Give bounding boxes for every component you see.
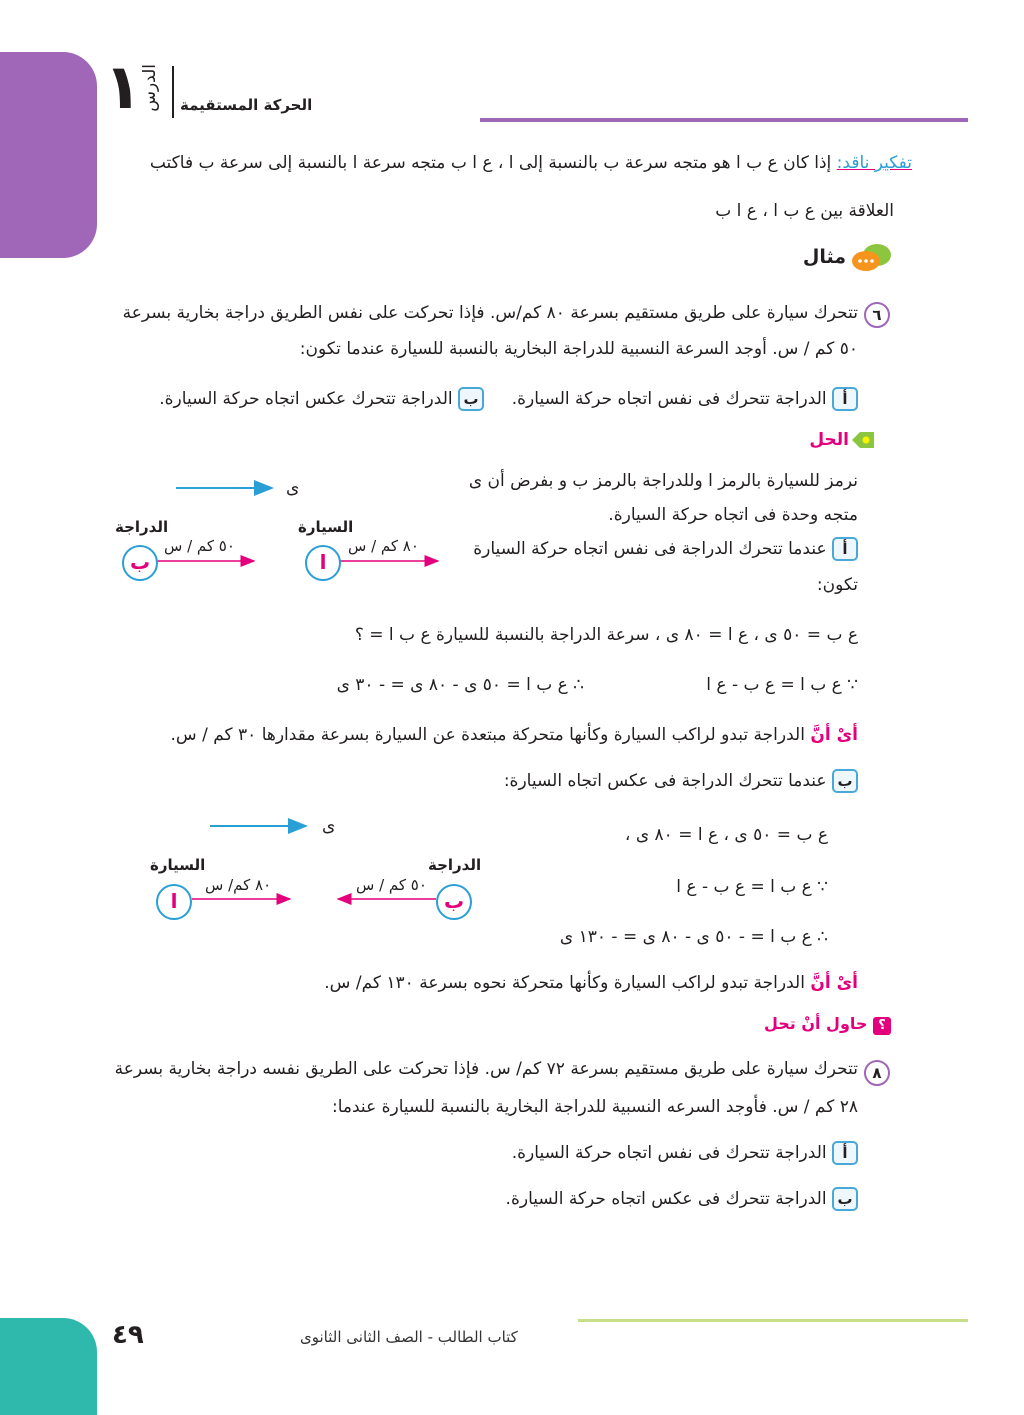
example-part-a [512,384,858,414]
try-number [864,1060,890,1086]
part-b-text: الدراجة تتحرك عكس اتجاه حركة السيارة. [159,389,453,409]
solution-b-eq-2: ∵ ع ب ا = ع ب - ع ا [676,877,828,897]
try-part-a [512,1138,858,1168]
chat-bubbles-icon [850,243,892,273]
solution-intro-1: نرمز للسيارة بالرمز ا وللدراجة بالرمز ب و بفرض أن ى [468,471,858,491]
diagram-a-bike-node: ب [122,545,158,581]
part-b-badge: ب [458,387,484,411]
try-line-1: تتحرك سيارة على طريق مستقيم بسرعة ٧٢ كم/ س. فإذا تحركت على الطريق نفسه دراجة بخارية بسرعة [114,1059,858,1079]
diagram-a-car-label: السيارة [298,518,354,536]
diagram-b-car-label: السيارة [150,856,206,874]
solution-b-conclusion-text: الدراجة تبدو لراكب السيارة وكأنها متحركة نحوه بسرعة ١٣٠ كم/ س. [324,973,805,993]
solution-a-conclusion-text: الدراجة تبدو لراكب السيارة وكأنها متحركة مبتعدة عن السيارة بسرعة مقدارها ٣٠ كم / س. [170,725,805,745]
try-a-badge: أ [832,1141,858,1165]
diagram-a-bike-label: الدراجة [115,518,169,536]
diagram-a-unit-vector: ى [286,478,300,498]
solution-b-badge: ب [832,769,858,793]
diagram-b-car-speed: ٨٠ كم/ س [205,876,272,894]
example-heading: مثال [802,246,846,268]
solution-a-conclusion [171,720,858,750]
try-line-2: ٢٨ كم / س. فأوجد السرعه النسبية للدراجة البخارية بالنسبة للسيارة عندما: [332,1097,858,1117]
solution-a-line [473,534,858,564]
try-b-badge: ب [832,1187,858,1211]
diagram-b-bike-node: ب [436,884,472,920]
part-a-text: الدراجة تتحرك فى نفس اتجاه حركة السيارة. [511,389,827,409]
header-divider [172,66,174,118]
solution-marker-icon [852,432,874,448]
solution-b-line [504,766,858,796]
try-heading-line [764,1014,891,1035]
solution-b-conclusion-prefix: أىْ أنَّ [810,973,858,993]
example-line-1: تتحرك سيارة على طريق مستقيم بسرعة ٨٠ كم/س. فإذا تحركت على نفس الطريق دراجة بخارية بسرعة [122,303,858,323]
diagram-b-bike-label: الدراجة [428,856,482,874]
solution-b-conclusion [324,968,858,998]
solution-a-eq-1: ع ب = ٥٠ ى ، ع ا = ٨٠ ى ، سرعة الدراجة بالنسبة للسيارة ع ب ا = ؟ [354,625,858,645]
solution-b-eq-3: ∴ ع ب ا = - ٥٠ ى - ٨٠ ى = - ١٣٠ ى [559,927,828,947]
solution-a-conclusion-prefix: أىْ أنَّ [810,725,858,745]
try-b-text: الدراجة تتحرك فى عكس اتجاه حركة السيارة. [505,1189,827,1209]
diagram-b-unit-vector: ى [322,816,336,836]
lesson-title: الحركة المستقيمة [180,96,313,114]
example-line-2: ٥٠ كم / س. أوجد السرعة النسبية للدراجة البخارية بالنسبة للسيارة عندما تكون: [299,339,858,359]
think-text-1: إذا كان ع ب ا هو متجه سرعة ب بالنسبة إلى ا ، ع ا ب متجه سرعة ا بالنسبة إلى سرعة ب فاكتب [149,153,832,173]
try-heading: حاول أنْ تحل [763,1014,868,1033]
try-number-badge: ٨ [864,1060,890,1086]
diagram-a-car-node: ا [305,545,341,581]
think-text-2: العلاقة بين ع ب ا ، ع ا ب [715,201,894,221]
example-part-b [159,384,484,414]
solution-a-eq-2-right: ∵ ع ب ا = ع ب - ع ا [706,675,858,695]
side-tab-purple [0,52,97,258]
example-number-badge: ٦ [864,302,890,328]
solution-b-text: عندما تتحرك الدراجة فى عكس اتجاه السيارة: [503,771,827,791]
side-tab-teal [0,1318,97,1415]
header-rule [480,118,968,122]
try-a-text: الدراجة تتحرك فى نفس اتجاه حركة السيارة. [511,1143,827,1163]
solution-a-badge: أ [832,537,858,561]
solution-heading: الحل [809,430,849,450]
diagram-a-bike-speed: ٥٠ كم / س [164,537,235,555]
footer-book-title: كتاب الطالب - الصف الثانى الثانوى [300,1328,518,1346]
try-badge-icon: ؟ [873,1017,891,1035]
part-a-badge: أ [832,387,858,411]
diagram-b-car-node: ا [156,884,192,920]
solution-b-eq-1: ع ب = ٥٠ ى ، ع ا = ٨٠ ى ، [624,825,828,845]
lesson-word: الدرس [140,64,160,112]
solution-intro-2: متجه وحدة فى اتجاه حركة السيارة. [608,505,858,525]
think-label: تفكير ناقد: [836,153,912,173]
footer-rule [578,1319,968,1322]
solution-a-text-2: تكون: [816,575,858,595]
diagram-a-car-speed: ٨٠ كم / س [348,537,419,555]
solution-a-eq-2-left: ∴ ع ب ا = ٥٠ ى - ٨٠ ى = - ٣٠ ى [336,675,584,695]
example-number [864,302,890,328]
page-number: ٤٩ [112,1320,144,1350]
solution-a-text: عندما تتحرك الدراجة فى نفس اتجاه حركة السيارة [473,539,827,559]
think-line-1 [112,148,912,178]
try-part-b [506,1184,858,1214]
lesson-number: ١ [104,50,142,123]
diagram-b-bike-speed: ٥٠ كم / س [356,876,427,894]
